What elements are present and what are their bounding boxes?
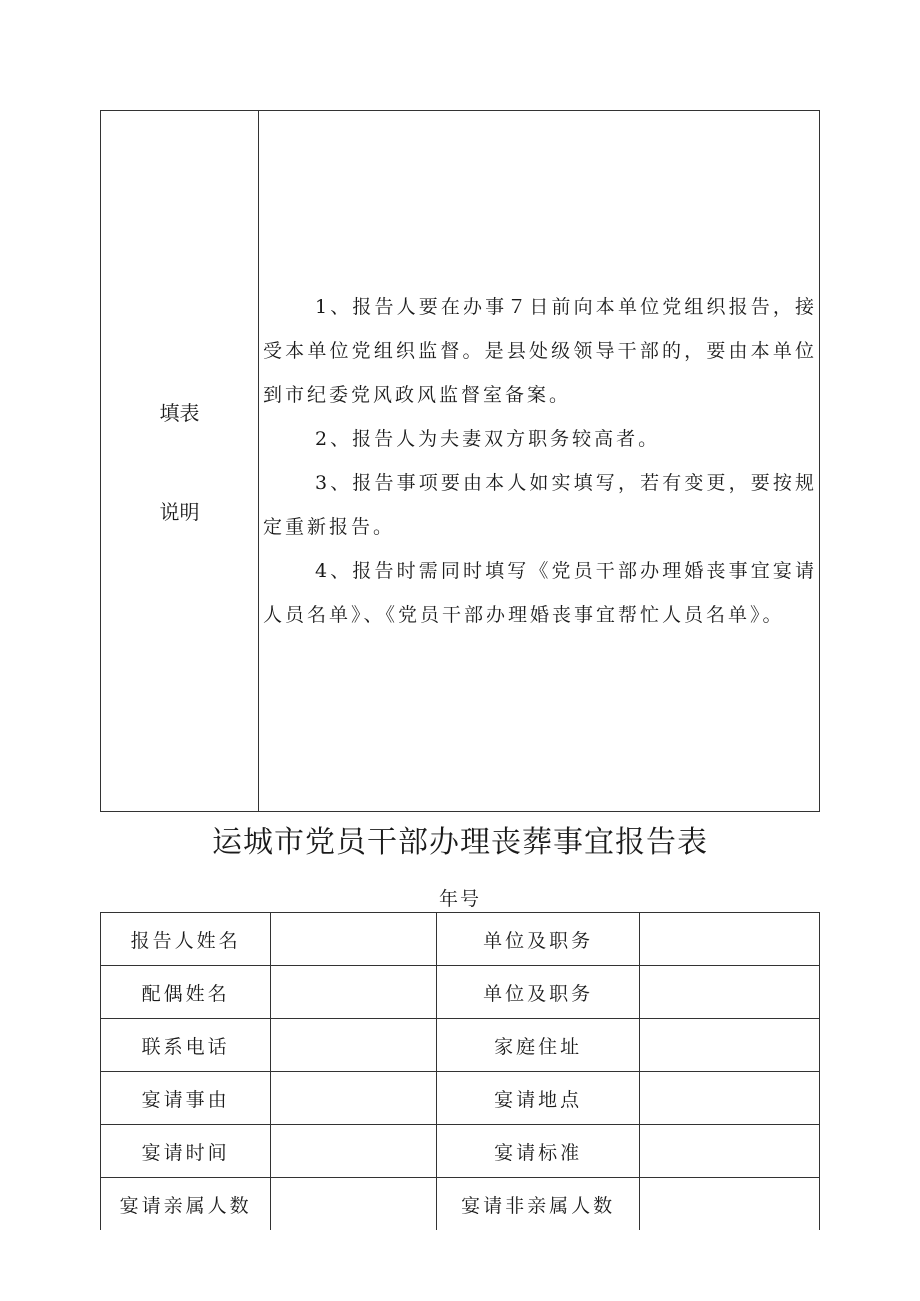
instructions-label-cell xyxy=(101,111,259,812)
banquet-reason-field[interactable] xyxy=(271,1072,437,1125)
instructions-body-cell xyxy=(259,111,820,812)
spouse-name-label: 配偶姓名 xyxy=(101,966,271,1019)
reporter-position-field[interactable] xyxy=(639,913,819,966)
form-row xyxy=(101,1072,820,1125)
banquet-location-label: 宴请地点 xyxy=(437,1072,639,1125)
address-label: 家庭住址 xyxy=(437,1019,639,1072)
form-row xyxy=(101,1019,820,1072)
form-row xyxy=(101,913,820,966)
banquet-time-field[interactable] xyxy=(271,1125,437,1178)
instruction-note-2: 2、报告人为夫妻双方职务较高者。 xyxy=(315,428,661,450)
year-number-label: 年号 xyxy=(438,888,481,910)
form-title: 运城市党员干部办理丧葬事宜报告表 xyxy=(212,825,708,860)
report-form-table xyxy=(100,912,820,1230)
instruction-note-3: 3、报告事项要由本人如实填写，若有变更，要按规定重新报告。 xyxy=(263,472,817,538)
banquet-location-field[interactable] xyxy=(639,1072,819,1125)
banquet-time-label: 宴请时间 xyxy=(101,1125,271,1178)
banquet-standard-field[interactable] xyxy=(639,1125,819,1178)
reporter-name-field[interactable] xyxy=(271,913,437,966)
instructions-label-line2: 说明 xyxy=(159,500,200,524)
instruction-note-1: 1、报告人要在办事７日前向本单位党组织报告，接受本单位党组织监督。是县处级领导干部的，要由本单位到市纪委党风政风监督室备案。 xyxy=(263,296,817,406)
reporter-name-label: 报告人姓名 xyxy=(101,913,271,966)
banquet-reason-label: 宴请事由 xyxy=(101,1072,271,1125)
instructions-table xyxy=(100,110,820,812)
spouse-name-field[interactable] xyxy=(271,966,437,1019)
relatives-count-label: 宴请亲属人数 xyxy=(101,1178,271,1231)
phone-field[interactable] xyxy=(271,1019,437,1072)
banquet-standard-label: 宴请标准 xyxy=(437,1125,639,1178)
non-relatives-count-field[interactable] xyxy=(639,1178,819,1231)
form-row xyxy=(101,966,820,1019)
relatives-count-field[interactable] xyxy=(271,1178,437,1231)
instructions-label-line1: 填表 xyxy=(159,401,200,425)
spouse-position-label: 单位及职务 xyxy=(437,966,639,1019)
form-row xyxy=(101,1125,820,1178)
phone-label: 联系电话 xyxy=(101,1019,271,1072)
spouse-position-field[interactable] xyxy=(639,966,819,1019)
non-relatives-count-label: 宴请非亲属人数 xyxy=(437,1178,639,1231)
reporter-position-label: 单位及职务 xyxy=(437,913,639,966)
address-field[interactable] xyxy=(639,1019,819,1072)
form-row xyxy=(101,1178,820,1231)
instruction-note-4: 4、报告时需同时填写《党员干部办理婚丧事宜宴请人员名单》、《党员干部办理婚丧事宜帮忙人员名单》。 xyxy=(263,560,817,626)
